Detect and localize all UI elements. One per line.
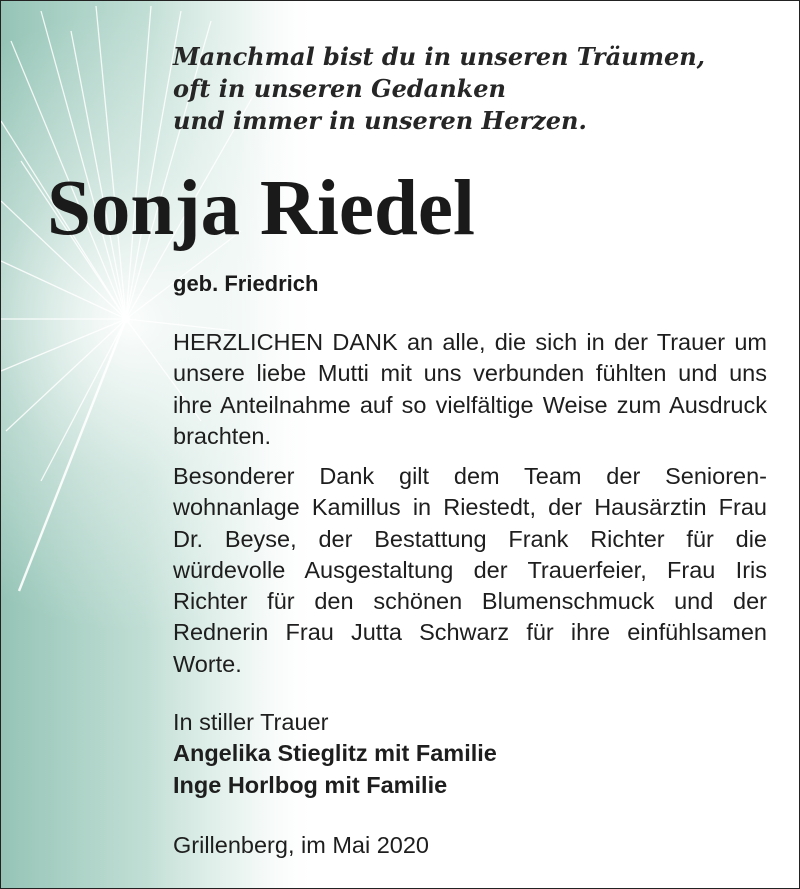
birth-name: geb. Friedrich <box>173 271 319 296</box>
poem-line: und immer in unseren Herzen. <box>173 106 587 135</box>
place-date: Grillenberg, im Mai 2020 <box>173 832 429 858</box>
poem-line: Manchmal bist du in unseren Träumen, <box>173 42 706 71</box>
mourners-block <box>173 707 497 801</box>
mourner-name: Inge Horlbog mit Familie <box>173 771 448 798</box>
deceased-name: Sonja Riedel <box>47 165 475 252</box>
mourners-intro: In stiller Trauer <box>173 709 329 735</box>
thanks-paragraph-1: HERZLICHEN DANK an alle, die sich in der Trauer um unsere liebe Mutti mit uns verbunden fühlten und uns ihre Anteilnahme auf so vielfältige Weise zum Ausdruck brachten. <box>173 329 767 449</box>
poem-line: oft in unseren Gedanken <box>173 74 506 103</box>
mourner-name: Angelika Stieglitz mit Familie <box>173 740 497 767</box>
obituary-content <box>1 1 800 889</box>
poem <box>173 41 705 137</box>
thanks-paragraph-2: Besonderer Dank gilt dem Team der Senioren-wohnanlage Kamillus in Riestedt, der Hausärztin Frau Dr. Beyse, der Bestattung Frank Richter für die würdevolle Ausgestaltung der Trauerfeier, Frau Iris Richter für den schönen Blumenschmuck und der Rednerin Frau Jutta Schwarz für ihre einfühlsamen Worte. <box>173 463 767 677</box>
